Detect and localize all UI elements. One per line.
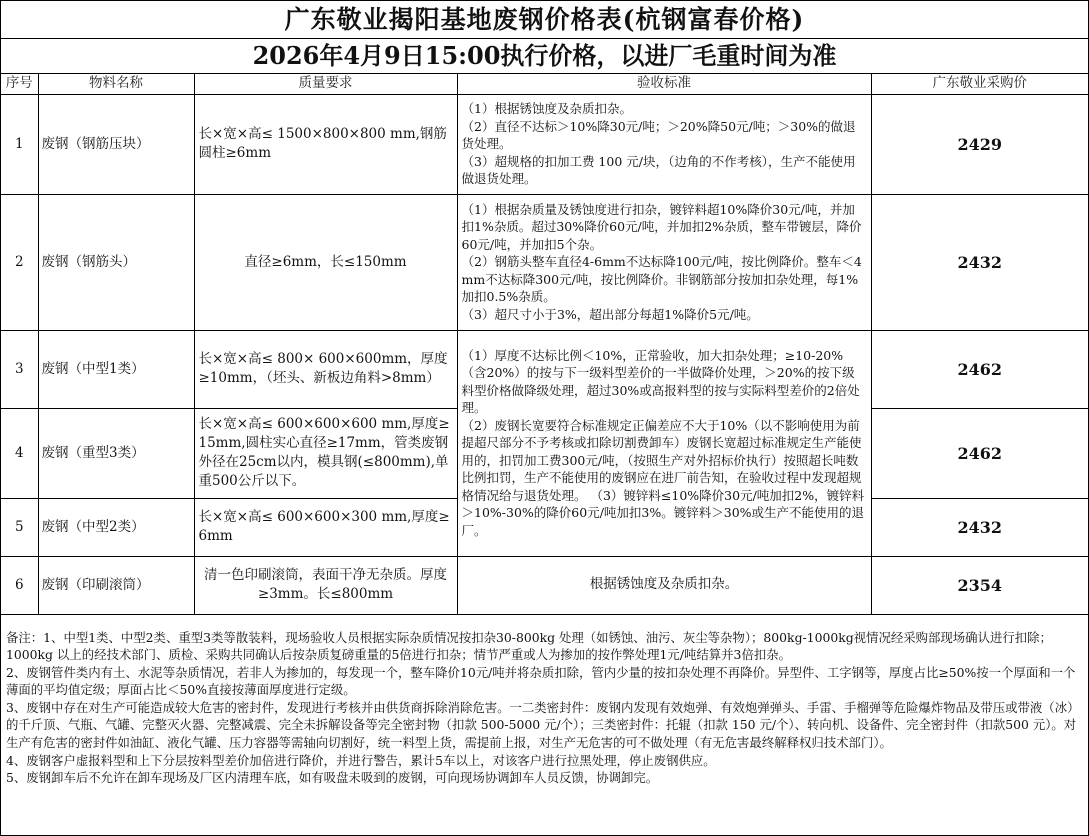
row-no: 3 [1, 330, 38, 408]
table-row [1, 330, 1088, 408]
row-price: 2429 [871, 94, 1088, 194]
row-price: 2462 [871, 408, 1088, 498]
row-standard: （1）根据锈蚀度及杂质扣杂。 （2）直径不达标＞10%降30元/吨；＞20%降50元/吨；＞30%的做退货处理。 （3）超规格的扣加工费 100 元/块，（边角的不作考核），生产不能使用做退货处理。 [457, 94, 871, 194]
page-title: 广东敬业揭阳基地废钢价格表(杭钢富春价格) [1, 1, 1088, 39]
note-item: 5、废钢卸车后不允许在卸车现场及厂区内清理车底，如有吸盘未吸到的废钢，可向现场协调卸车人员反馈，协调卸完。 [6, 770, 659, 786]
table-header-row [1, 74, 1088, 94]
row-price: 2462 [871, 330, 1088, 408]
row-quality: 直径≥6mm，长≤150mm [194, 194, 457, 330]
row-no: 4 [1, 408, 38, 498]
row-quality: 长×宽×高≤ 1500×800×800 mm,钢筋圆柱≥6mm [194, 94, 457, 194]
header-quality: 质量要求 [194, 74, 457, 94]
note-item: 3、废钢中存在对生产可能造成较大危害的密封件，发现进行考核并由供货商拆除消除危害。一二类密封件：废钢内发现有效炮弹、有效炮弹弹头、手雷、手榴弹等危险爆炸物品及带压或带液（冰）的千斤顶、气瓶、气罐、完整灭火器、完整减震、完全未拆解设备等完全密封物（扣款 500-5000 元/个）；三类密封件：托辊（扣款 150 元/个）、转向机、设备件、完全密封件（扣款500 元）。对生产有危害的密封件如油缸、液化气罐、压力容器等需轴向切割好，统一料型上货，需提前上报，对生产无危害的可不做处理（有无危害最终解释权归技术部门）。 [6, 699, 1080, 751]
header-standard: 验收标准 [457, 74, 871, 94]
row-price: 2432 [871, 498, 1088, 556]
row-no: 2 [1, 194, 38, 330]
row-quality: 长×宽×高≤ 800× 600×600mm，厚度≥10mm，（坯头、新板边角料>8mm） [194, 330, 457, 408]
row-no: 5 [1, 498, 38, 556]
row-no: 1 [1, 94, 38, 194]
row-name: 废钢（钢筋压块） [38, 94, 194, 194]
row-name: 废钢（中型1类） [38, 330, 194, 408]
row-name: 废钢（印刷滚筒） [38, 556, 194, 614]
shared-standard: （1）厚度不达标比例＜10%，正常验收，加大扣杂处理；≥10-20%（含20%）的按与下一级料型差价的一半做降价处理，＞20%的按下级料型价格做降级处理，超过30%或高报料型的按与实际料型差价的2倍处理。 （2）废钢长宽要符合标准规定正偏差应不大于10%（以不影响使用为前提超尺部分不予考核或扣除切割费卸车）废钢长宽超过标准规定生产能使用的，扣罚加工费300元/吨，（按照生产对外招标价执行）按照超长吨数比例扣罚，生产不能使用的废钢应在进厂前告知，在验收过程中发现超规格情况给与退货处理。 （3）镀锌料≤10%降价30元/吨加扣2%，镀锌料＞10%-30%的降价60元/吨加扣3%。镀锌料＞30%或生产不能使用的退厂。 [457, 330, 871, 556]
row-quality: 清一色印刷滚筒，表面干净无杂质。厚度≥3mm。长≤800mm [194, 556, 457, 614]
header-no: 序号 [1, 74, 38, 94]
row-name: 废钢（重型3类） [38, 408, 194, 498]
row-standard: （1）根据杂质量及锈蚀度进行扣杂，镀锌料超10%降价30元/吨，并加扣1%杂质。超过30%降价60元/吨，并加扣2%杂质，整车带镀层，降价60元/吨，并加扣5个杂。 （2）钢筋头整车直径4-6mm不达标降100元/吨，按比例降价。整车＜4mm不达标降300元/吨，按比例降价。非钢筋部分按加扣杂处理，每1%加扣0.5%杂质。 （3）超尺寸小于3%，超出部分每超1%降价5元/吨。 [457, 194, 871, 330]
row-price: 2432 [871, 194, 1088, 330]
note-item: 4、废钢客户虚报料型和上下分层按料型差价加倍进行降价，并进行警告，累计5车以上，对该客户进行拉黑处理，停止废钢供应。 [6, 752, 716, 768]
row-quality: 长×宽×高≤ 600×600×600 mm,厚度≥15mm,圆柱实心直径≥17mm，管类废钢外径在25cm以内，模具钢(≤800mm),单重500公斤以下。 [194, 408, 457, 498]
row-quality: 长×宽×高≤ 600×600×300 mm,厚度≥6mm [194, 498, 457, 556]
note-item: 备注：1、中型1类、中型2类、重型3类等散装料，现场验收人员根据实际杂质情况按扣杂30-800kg 处理（如锈蚀、油污、灰尘等杂物）；800kg-1000kg视情况经采购部现场确认进行扣除；1000kg 以上的经技术部门、质检、采购共同确认后按杂质复磅重量的5倍进行扣杂；情节严重或人为掺加的按作弊处理1元/吨结算并3倍扣杂。 [6, 629, 1052, 663]
notes [1, 615, 1088, 787]
table-row [1, 194, 1088, 330]
row-name: 废钢（中型2类） [38, 498, 194, 556]
header-name: 物料名称 [38, 74, 194, 94]
row-price: 2354 [871, 556, 1088, 614]
row-name: 废钢（钢筋头） [38, 194, 194, 330]
row-standard: 根据锈蚀度及杂质扣杂。 [457, 556, 871, 614]
table-row [1, 94, 1088, 194]
price-table [1, 74, 1088, 615]
note-item: 2、废钢管件类内有土、水泥等杂质情况，若非人为掺加的，每发现一个，整车降价10元/吨并将杂质扣除，管内少量的按扣杂处理不再降价。异型件、工字钢等，厚度占比≥50%按一个厚面和一个薄面的平均值定级；厚面占比＜50%直接按薄面厚度进行定级。 [6, 664, 1076, 698]
header-price: 广东敬业采购价 [871, 74, 1088, 94]
table-row [1, 556, 1088, 614]
page-subtitle: 2026年4月9日15:00执行价格，以进厂毛重时间为准 [1, 39, 1088, 74]
row-no: 6 [1, 556, 38, 614]
